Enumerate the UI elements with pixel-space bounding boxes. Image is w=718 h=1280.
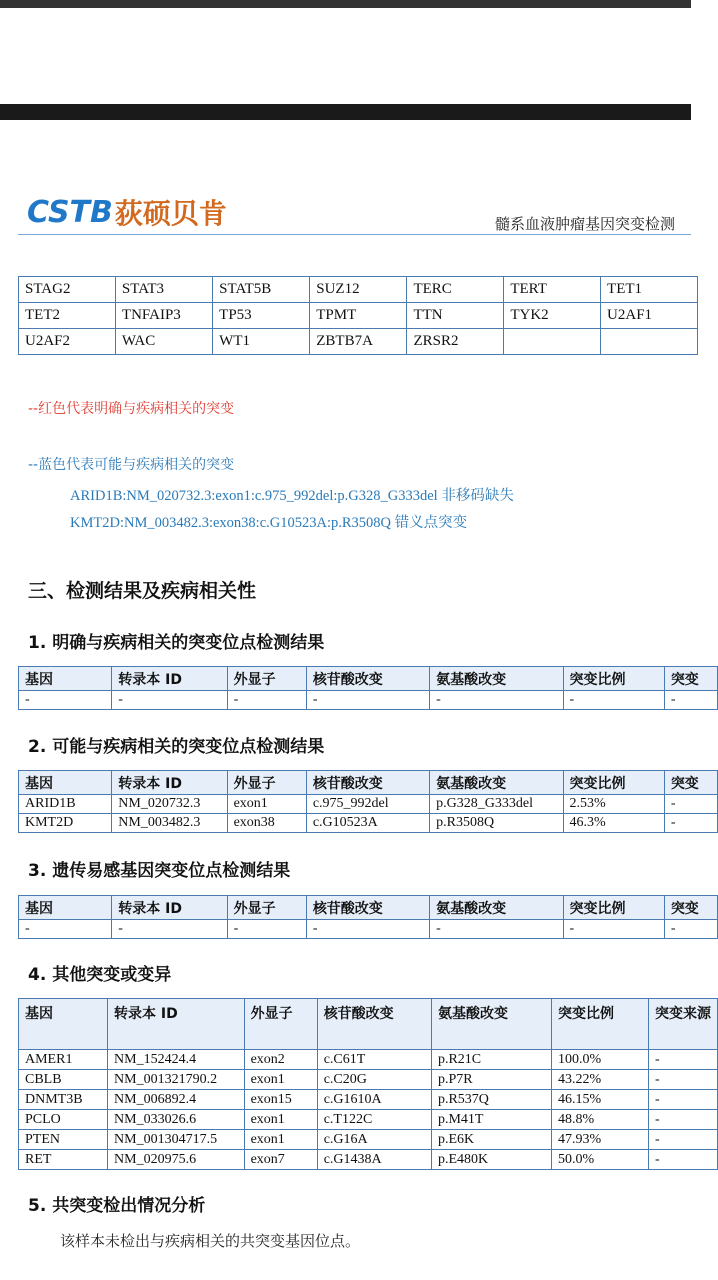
subsection-2-title: 2. 可能与疾病相关的突变位点检测结果 xyxy=(28,737,325,757)
table-cell: - xyxy=(227,920,306,939)
table-row xyxy=(19,1130,718,1150)
table-cell: c.G1438A xyxy=(317,1150,431,1170)
gene-cell: TERT xyxy=(504,277,601,303)
table-cell: NM_006892.4 xyxy=(108,1090,245,1110)
table-row xyxy=(19,814,718,833)
table-cell: NM_152424.4 xyxy=(108,1050,245,1070)
table-cell: NM_001304717.5 xyxy=(108,1130,245,1150)
table-cell: c.G10523A xyxy=(306,814,429,833)
table-cell: c.C61T xyxy=(317,1050,431,1070)
table-cell: KMT2D xyxy=(19,814,112,833)
table-row xyxy=(19,920,718,939)
result-table-3 xyxy=(18,895,718,939)
column-header: 核苷酸改变 xyxy=(306,667,429,691)
table-cell: - xyxy=(19,691,112,710)
table-cell: exon15 xyxy=(244,1090,317,1110)
gene-cell: TNFAIP3 xyxy=(115,303,212,329)
table-cell: 48.8% xyxy=(551,1110,648,1130)
top-dark-bar xyxy=(0,0,691,8)
gene-cell: STAT3 xyxy=(115,277,212,303)
table-cell: PCLO xyxy=(19,1110,108,1130)
column-header: 转录本 ID xyxy=(112,896,227,920)
table-cell: p.E6K xyxy=(431,1130,551,1150)
gene-row xyxy=(19,329,698,355)
column-header: 突变 xyxy=(664,667,717,691)
table-cell: - xyxy=(430,920,563,939)
table-cell: c.T122C xyxy=(317,1110,431,1130)
table-row xyxy=(19,1070,718,1090)
gene-cell: SUZ12 xyxy=(310,277,407,303)
table-cell: CBLB xyxy=(19,1070,108,1090)
gene-cell: WAC xyxy=(115,329,212,355)
table-cell: p.G328_G333del xyxy=(430,795,563,814)
table-cell: ARID1B xyxy=(19,795,112,814)
table-cell: p.M41T xyxy=(431,1110,551,1130)
table-cell: AMER1 xyxy=(19,1050,108,1070)
table-cell: p.E480K xyxy=(431,1150,551,1170)
table-cell: 43.22% xyxy=(551,1070,648,1090)
header-row xyxy=(19,771,718,795)
table-cell: NM_020732.3 xyxy=(112,795,227,814)
table-cell: NM_001321790.2 xyxy=(108,1070,245,1090)
table-cell: p.P7R xyxy=(431,1070,551,1090)
column-header: 转录本 ID xyxy=(112,771,227,795)
gene-cell: STAG2 xyxy=(19,277,116,303)
subsection-3-title: 3. 遗传易感基因突变位点检测结果 xyxy=(28,861,291,881)
table-cell: 46.15% xyxy=(551,1090,648,1110)
result-table-1 xyxy=(18,666,718,710)
table-cell: c.975_992del xyxy=(306,795,429,814)
gene-cell xyxy=(504,329,601,355)
table-cell: - xyxy=(648,1070,717,1090)
variant-line: ARID1B:NM_020732.3:exon1:c.975_992del:p.G328_G333del 非移码缺失 xyxy=(70,488,514,504)
column-header: 突变 xyxy=(664,896,717,920)
header-row xyxy=(19,999,718,1050)
table-cell: PTEN xyxy=(19,1130,108,1150)
gene-cell xyxy=(601,329,698,355)
subsection-5-title: 5. 共突变检出情况分析 xyxy=(28,1196,206,1216)
logo-chinese-text: 荻硕贝肯 xyxy=(114,197,227,230)
table-row xyxy=(19,795,718,814)
red-legend-note: --红色代表明确与疾病相关的突变 xyxy=(28,401,235,417)
table-cell: 46.3% xyxy=(563,814,664,833)
table-cell: 50.0% xyxy=(551,1150,648,1170)
gene-cell: STAT5B xyxy=(213,277,310,303)
column-header: 氨基酸改变 xyxy=(430,896,563,920)
column-header: 突变比例 xyxy=(563,771,664,795)
column-header: 基因 xyxy=(19,667,112,691)
column-header: 基因 xyxy=(19,771,112,795)
gene-row xyxy=(19,277,698,303)
column-header: 核苷酸改变 xyxy=(317,999,431,1050)
table-row xyxy=(19,1150,718,1170)
table-cell: - xyxy=(648,1150,717,1170)
table-cell: - xyxy=(648,1090,717,1110)
table-cell: - xyxy=(664,691,717,710)
table-cell: - xyxy=(19,920,112,939)
table-cell: DNMT3B xyxy=(19,1090,108,1110)
table-cell: p.R21C xyxy=(431,1050,551,1070)
column-header: 转录本 ID xyxy=(108,999,245,1050)
column-header: 氨基酸改变 xyxy=(430,667,563,691)
table-cell: - xyxy=(563,691,664,710)
table-cell: c.C20G xyxy=(317,1070,431,1090)
table-cell: - xyxy=(112,920,227,939)
table-cell: - xyxy=(648,1110,717,1130)
gene-cell: TP53 xyxy=(213,303,310,329)
page-separator-bar xyxy=(0,104,691,120)
blue-legend-note: --蓝色代表可能与疾病相关的突变 xyxy=(28,457,235,473)
column-header: 核苷酸改变 xyxy=(306,771,429,795)
column-header: 突变比例 xyxy=(551,999,648,1050)
table-cell: RET xyxy=(19,1150,108,1170)
table-cell: p.R3508Q xyxy=(430,814,563,833)
table-cell: exon2 xyxy=(244,1050,317,1070)
column-header: 氨基酸改变 xyxy=(430,771,563,795)
gene-panel-table xyxy=(18,276,698,355)
table-cell: - xyxy=(306,920,429,939)
table-cell: - xyxy=(648,1130,717,1150)
table-cell: - xyxy=(664,920,717,939)
table-cell: - xyxy=(664,795,717,814)
table-cell: NM_033026.6 xyxy=(108,1110,245,1130)
gene-cell: ZBTB7A xyxy=(310,329,407,355)
gene-cell: TPMT xyxy=(310,303,407,329)
result-table-4 xyxy=(18,998,718,1170)
column-header: 外显子 xyxy=(244,999,317,1050)
table-cell: p.R537Q xyxy=(431,1090,551,1110)
gene-cell: TYK2 xyxy=(504,303,601,329)
co-mutation-summary: 该样本未检出与疾病相关的共突变基因位点。 xyxy=(60,1232,361,1250)
column-header: 外显子 xyxy=(227,896,306,920)
column-header: 氨基酸改变 xyxy=(431,999,551,1050)
column-header: 外显子 xyxy=(227,667,306,691)
gene-cell: U2AF2 xyxy=(19,329,116,355)
table-cell: 47.93% xyxy=(551,1130,648,1150)
gene-cell: TET1 xyxy=(601,277,698,303)
column-header: 突变比例 xyxy=(563,667,664,691)
table-cell: exon1 xyxy=(227,795,306,814)
subsection-1-title: 1. 明确与疾病相关的突变位点检测结果 xyxy=(28,633,325,653)
table-cell: exon1 xyxy=(244,1130,317,1150)
variant-line: KMT2D:NM_003482.3:exon38:c.G10523A:p.R3508Q 错义点突变 xyxy=(70,515,468,531)
table-cell: NM_003482.3 xyxy=(112,814,227,833)
table-cell: - xyxy=(112,691,227,710)
table-cell: exon38 xyxy=(227,814,306,833)
table-cell: - xyxy=(664,814,717,833)
gene-cell: U2AF1 xyxy=(601,303,698,329)
subsection-4-title: 4. 其他突变或变异 xyxy=(28,965,172,985)
column-header: 外显子 xyxy=(227,771,306,795)
table-cell: NM_020975.6 xyxy=(108,1150,245,1170)
table-cell: - xyxy=(648,1050,717,1070)
section-title: 三、检测结果及疾病相关性 xyxy=(28,580,257,602)
column-header: 基因 xyxy=(19,999,108,1050)
table-cell: - xyxy=(227,691,306,710)
table-cell: exon1 xyxy=(244,1070,317,1090)
logo-latin-text: CSTB xyxy=(27,194,113,230)
header-row xyxy=(19,896,718,920)
table-row xyxy=(19,1110,718,1130)
gene-cell: TET2 xyxy=(19,303,116,329)
table-cell: - xyxy=(430,691,563,710)
company-logo xyxy=(27,192,227,232)
column-header: 突变比例 xyxy=(563,896,664,920)
gene-cell: ZRSR2 xyxy=(407,329,504,355)
gene-cell: TERC xyxy=(407,277,504,303)
header-divider xyxy=(18,234,691,235)
table-cell: c.G16A xyxy=(317,1130,431,1150)
gene-row xyxy=(19,303,698,329)
gene-cell: WT1 xyxy=(213,329,310,355)
table-cell: c.G1610A xyxy=(317,1090,431,1110)
table-cell: - xyxy=(563,920,664,939)
column-header: 核苷酸改变 xyxy=(306,896,429,920)
column-header: 突变来源 xyxy=(648,999,717,1050)
header-row xyxy=(19,667,718,691)
table-cell: exon7 xyxy=(244,1150,317,1170)
table-row xyxy=(19,691,718,710)
table-cell: - xyxy=(306,691,429,710)
column-header: 基因 xyxy=(19,896,112,920)
table-row xyxy=(19,1050,718,1070)
gene-cell: TTN xyxy=(407,303,504,329)
result-table-2 xyxy=(18,770,718,833)
report-title: 髓系血液肿瘤基因突变检测 xyxy=(495,215,676,233)
table-cell: exon1 xyxy=(244,1110,317,1130)
column-header: 突变 xyxy=(664,771,717,795)
column-header: 转录本 ID xyxy=(112,667,227,691)
table-cell: 100.0% xyxy=(551,1050,648,1070)
table-cell: 2.53% xyxy=(563,795,664,814)
table-row xyxy=(19,1090,718,1110)
